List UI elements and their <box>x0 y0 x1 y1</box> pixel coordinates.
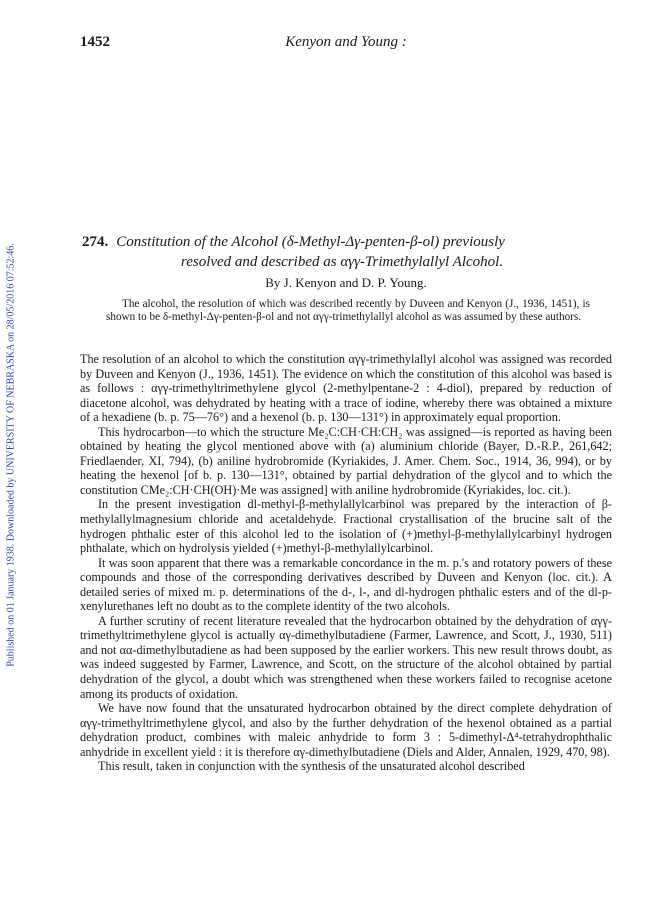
abstract <box>106 298 590 324</box>
body-paragraph-7: This result, taken in conjunction with the synthesis of the unsaturated alcohol described <box>98 759 525 774</box>
download-notice: Published on 01 January 1938. Downloaded by UNIVERSITY OF NEBRASKA on 28/05/2016 07:52:46. <box>5 243 17 667</box>
body-paragraph-6: We have now found that the unsaturated hydrocarbon obtained by the direct complete dehydration of αγγ-trimethyltrimethylene glycol, and also by the further dehydration of the hexenol obtained as a partial dehydration product, combines with maleic anhydride to form 3 : 5-dimethyl-Δ⁴-tetrahydrophthalic anhydride in excellent yield : it is therefore αγ-dimethylbutadiene (Diels and Alder, Annalen, 1929, 470, 98). <box>80 701 612 759</box>
article-title <box>82 232 602 272</box>
body-paragraph-3: In the present investigation dl-methyl-β-methylallylcarbinol was prepared by the interaction of β-methylallylmagnesium chloride and acetaldehyde. Fractional crystallisation of the brucine salt of the hydrogen phthalic ester of this alcohol led to the isolation of (+)methyl-β-methylallylcarbinyl hydrogen phthalate, which on hydrolysis yielded (+)methyl-β-methylallylcarbinol. <box>80 497 612 556</box>
body-paragraph-2: This hydrocarbon—to which the structure Me₂C:CH·CH:CH₂ was assigned—is reported as having been obtained by heating the glycol mentioned above with (a) aluminium chloride (Bayer, D.-R.P., 261,642; Friedlaender, XI, 794), (b) aniline hydrobromide (Kyriakides, J. Amer. Chem. Soc., 1914, 36, 994), or by heating the hexenol [of b. p. 130—131°, obtained by partial dehydration of the glycol and to which the constitution CMe₂:CH·CH(OH)·Me was assigned] with aniline hydrobromide (Kyriakides, loc. cit.). <box>80 424 612 497</box>
body-paragraph-5: A further scrutiny of recent literature revealed that the hydrocarbon obtained by the dehydration of αγγ-trimethyltrimethylene glycol is actually αγ-dimethylbutadiene (Farmer, Lawrence, and Scott, J., 1930, 511) and not αα-dimethylbutadiene as had been supposed by the earlier workers. This new result throws doubt, as was indeed suggested by Farmer, Lawrence, and Scott, on the structure of the alcohol obtained by partial dehydration of the glycol, a doubt which was strengthened when these workers failed to recognise acetone among its products of oxidation. <box>80 613 612 701</box>
body-paragraph-1: The resolution of an alcohol to which the constitution αγγ-trimethylallyl alcohol was assigned was recorded by Duveen and Kenyon (J., 1936, 1451). The evidence on which the constitution of this alcohol was based is as follows : αγγ-trimethyltrimethylene glycol (2-methylpentane-2 : 4-diol), prepared by reduction of diacetone alcohol, was dehydrated by heating with a trace of iodine, whereby there was obtained a mixture of a hexadiene (b. p. 75—76°) and a hexenol (b. p. 130—131°) in approximately equal proportion. <box>80 352 612 425</box>
page-header <box>80 34 612 54</box>
title-line-1: Constitution of the Alcohol (δ-Methyl-Δγ-penten-β-ol) previously <box>116 234 505 250</box>
title-line-2: resolved and described as αγγ-Trimethylallyl Alcohol. <box>180 254 504 270</box>
running-head: Kenyon and Young : <box>285 34 407 50</box>
page-number: 1452 <box>80 34 110 50</box>
body-text <box>80 352 612 774</box>
author-line: By J. Kenyon and D. P. Young. <box>265 275 427 290</box>
abstract-paragraph: The alcohol, the resolution of which was described recently by Duveen and Kenyon (J., 1936, 1451), is shown to be δ-methyl-Δγ-penten-β-ol and not αγγ-trimethylallyl alcohol as was assumed by these authors. <box>106 298 590 324</box>
download-watermark <box>0 0 22 912</box>
body-paragraph-4: It was soon apparent that there was a remarkable concordance in the m. p.'s and rotatory powers of these compounds and those of the corresponding derivatives described by Duveen and Kenyon (loc. cit.). A detailed series of mixed m. p. determinations of the d-, l-, and dl-hydrogen phthalic esters and of the dl-p-xenylurethanes left no doubt as to the complete identity of the two alcohols. <box>80 555 612 614</box>
article-number: 274. <box>82 234 109 250</box>
